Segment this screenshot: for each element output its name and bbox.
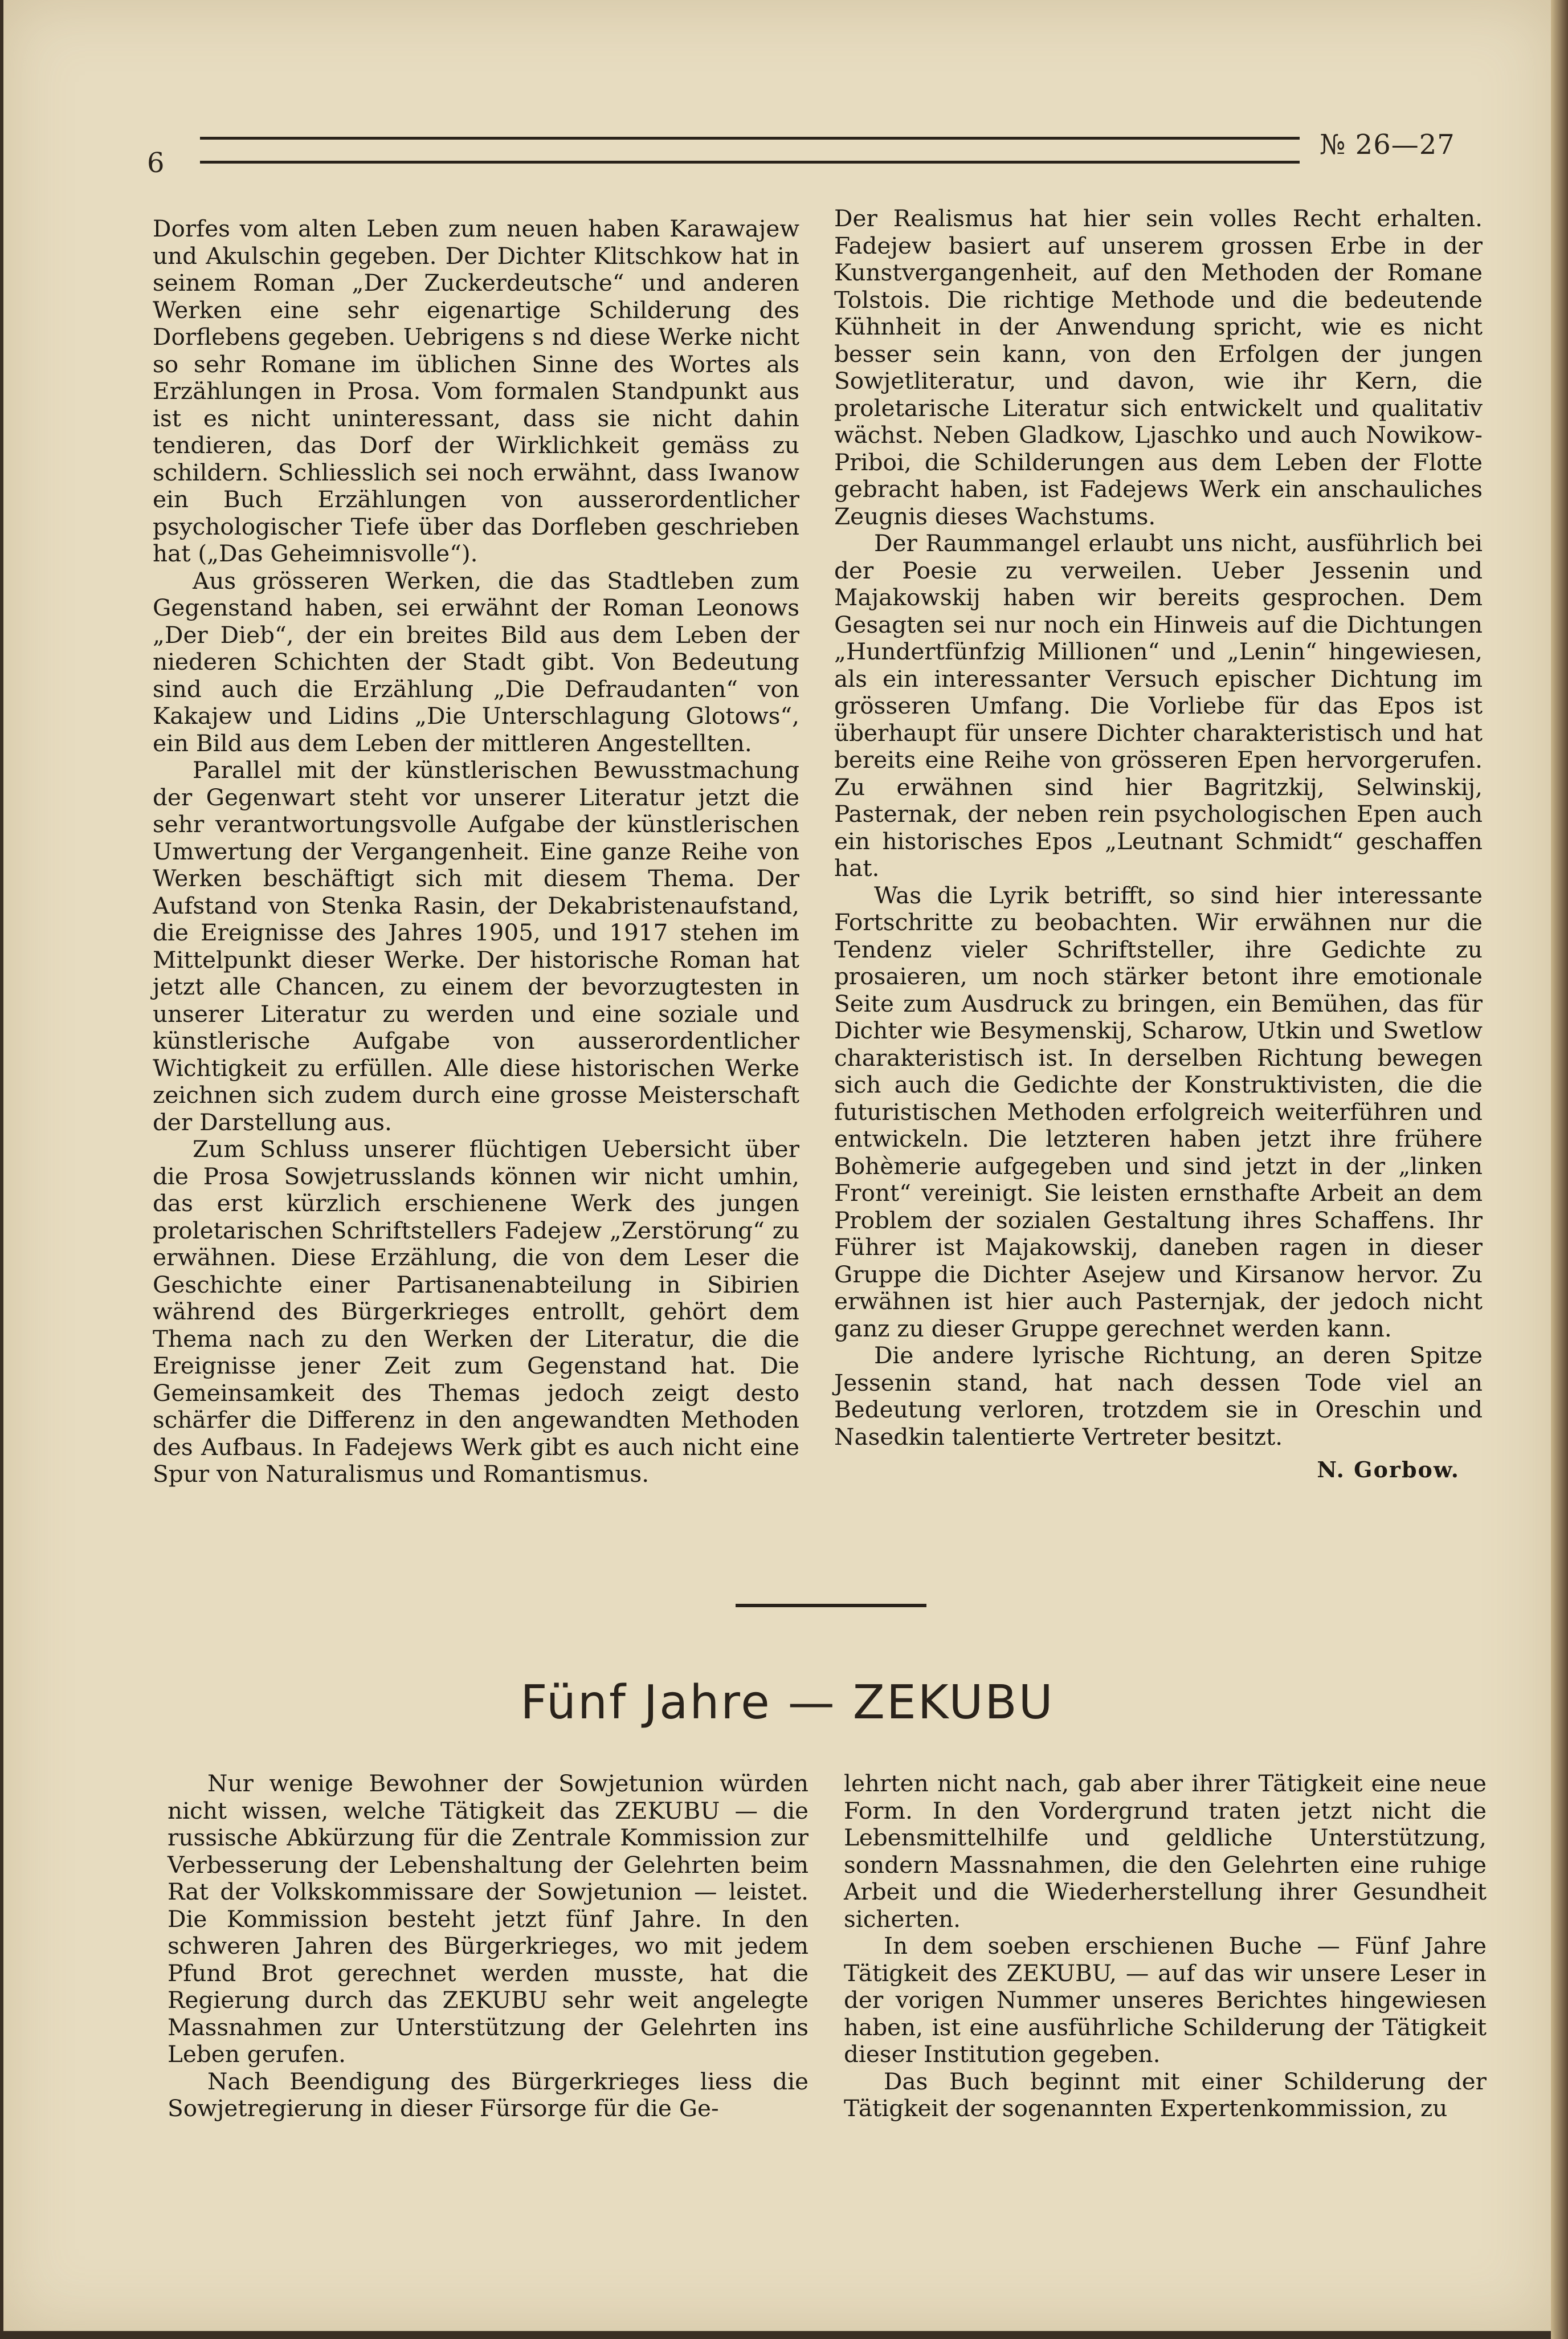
author-signature: N. Gorbow. — [1317, 1457, 1460, 1482]
paragraph: Die andere lyrische Richtung, an deren Spitze Jessenin stand, hat nach dessen Tode viel an Bedeutung verloren, trotzdem sie in Oreschin und Nasedkin talentierte Vertreter besitzt. — [834, 1342, 1483, 1450]
paragraph: Nach Beendigung des Bürgerkrieges liess die Sowjetregierung in dieser Fürsorge für die Ge- — [168, 2067, 808, 2122]
paragraph: Der Raummangel erlaubt uns nicht, ausführlich bei der Poesie zu verweilen. Ueber Jessenin und Majakowskij haben wir bereits gesprochen. Dem Gesagten sei nur noch ein Hinweis auf die Dichtungen „Hundertfünfzig Millionen“ und „Lenin“ hingewiesen, als ein interessanter Versuch epischer Dichtung im grösseren Umfang. Die Vorliebe für das Epos ist überhaupt für unsere Dichter charakteristisch und hat bereits eine Reihe von grösseren Epen hervorgerufen. Zu erwähnen sind hier Bagritzkij, Selwinskij, Pasternak, der neben rein psychologischen Epen auch ein historisches Epos „Leutnant Schmidt“ geschaffen hat. — [834, 529, 1483, 882]
newspaper-page — [3, 0, 1553, 2331]
article2-column-left — [168, 1770, 808, 2122]
paragraph: Was die Lyrik betrifft, so sind hier interessante Fortschritte zu beobachten. Wir erwähnen nur die Tendenz vieler Schriftsteller, ihre Gedichte zu prosaieren, um noch stärker betont ihre emotionale Seite zum Ausdruck zu bringen, ein Bemühen, das für Dichter wie Besymenskij, Scharow, Utkin und Swetlow charakteristisch ist. In derselben Richtung bewegen sich auch die Gedichte der Konstruktivisten, die die futuristischen Methoden erfolgreich weiterführen und entwickeln. Die letzteren haben jetzt ihre frühere Bohèmerie aufgegeben und sind jetzt in der „linken Front“ vereinigt. Sie leisten ernsthafte Arbeit an dem Problem der sozialen Gestaltung ihres Schaffens. Ihr Führer ist Majakowskij, daneben ragen in dieser Gruppe die Dichter Asejew und Kirsanow hervor. Zu erwähnen ist hier auch Pasternjak, der jedoch nicht ganz zu dieser Gruppe gerechnet werden kann. — [834, 881, 1483, 1342]
page-header — [3, 0, 1553, 182]
paragraph: Zum Schluss unserer flüchtigen Uebersicht über die Prosa Sowjetrusslands können wir nicht umhin, das erst kürzlich erschienene Werk des jungen proletarischen Schriftstellers Fadejew „Zerstörung“ zu erwähnen. Diese Erzählung, die von dem Leser die Geschichte einer Partisanenabteilung in Sibirien während des Bürgerkrieges entrollt, gehört dem Thema nach zu den Werken der Literatur, die die Ereignisse jener Zeit zum Gegenstand hat. Die Gemeinsamkeit des Themas jedoch zeigt desto schärfer die Differenz in den angewandten Methoden des Aufbaus. In Fadejews Werk gibt es auch nicht eine Spur von Naturalismus und Romantismus. — [153, 1135, 799, 1488]
paragraph: Parallel mit der künstlerischen Bewusstmachung der Gegenwart steht vor unserer Literatur jetzt die sehr verantwortungsvolle Aufgabe der künstlerischen Umwertung der Vergangenheit. Eine ganze Reihe von Werken beschäftigt sich mit diesem Thema. Der Aufstand von Stenka Rasin, der Dekabristenaufstand, die Ereignisse des Jahres 1905, und 1917 stehen im Mittelpunkt dieser Werke. Der historische Roman hat jetzt alle Chancen, zu einem der bevorzugtesten in unserer Literatur zu werden und eine soziale und künstlerische Aufgabe von ausserordentlicher Wichtigkeit zu erfüllen. Alle diese historischen Werke zeichnen sich zudem durch eine grosse Meisterschaft der Darstellung aus. — [153, 756, 799, 1136]
article-title: Fünf Jahre — ZEKUBU — [520, 1676, 1055, 1730]
paragraph: Dorfes vom alten Leben zum neuen haben Karawajew und Akulschin gegeben. Der Dichter Klitschkow hat in seinem Roman „Der Zuckerdeutsche“ und anderen Werken eine sehr eigenartige Schilderung des Dorflebens gegeben. Uebrigens s nd diese Werke nicht so sehr Romane im üblichen Sinne des Wortes als Erzählungen in Prosa. Vom formalen Standpunkt aus ist es nicht uninteressant, dass sie nicht dahin tendieren, das Dorf der Wirklichkeit gemäss zu schildern. Schliesslich sei noch erwähnt, dass Iwanow ein Buch Erzählungen von ausserordentlicher psychologischer Tiefe über das Dorfleben geschrieben hat („Das Geheimnisvolle“). — [153, 215, 799, 567]
paragraph: Der Realismus hat hier sein volles Recht erhalten. Fadejew basiert auf unserem grossen Erbe in der Kunstvergangenheit, auf den Methoden der Romane Tolstois. Die richtige Methode und die bedeutende Kühnheit in der Anwendung spricht, wie es nicht besser sein kann, von den Erfolgen der jungen Sowjetliteratur, und davon, wie ihr Kern, die proletarische Literatur sich entwickelt und qualitativ wächst. Neben Gladkow, Ljaschko und auch Nowikow-Priboi, die Schilderungen aus dem Leben der Flotte gebracht haben, ist Fadejews Werk ein anschauliches Zeugnis dieses Wachstums. — [834, 205, 1483, 530]
page-number: 6 — [147, 147, 165, 179]
paragraph: Nur wenige Bewohner der Sowjetunion würden nicht wissen, welche Tätigkeit das ZEKUBU — die russische Abkürzung für die Zentrale Kommission zur Verbesserung der Lebenshaltung der Gelehrten beim Rat der Volkskommissare der Sowjetunion — leistet. Die Kommission besteht jetzt fünf Jahre. In den schweren Jahren des Bürgerkrieges, wo mit jedem Pfund Brot gerechnet werden musste, hat die Regierung durch das ZEKUBU sehr weit angelegte Massnahmen zur Unterstützung der Gelehrten ins Leben gerufen. — [168, 1770, 808, 2068]
issue-number: № 26—27 — [1320, 129, 1455, 161]
page-edge — [1551, 0, 1568, 2339]
article2-column-right — [844, 1770, 1487, 2122]
header-rule-top — [200, 137, 1300, 140]
article-separator — [736, 1604, 926, 1607]
paragraph: lehrten nicht nach, gab aber ihrer Tätigkeit eine neue Form. In den Vordergrund traten jetzt nicht die Lebensmittelhilfe und geldliche Unterstützung, sondern Massnahmen, die den Gelehrten eine ruhige Arbeit und die Wiederherstellung ihrer Gesundheit sicherten. — [844, 1770, 1487, 1933]
paragraph: Aus grösseren Werken, die das Stadtleben zum Gegenstand haben, sei erwähnt der Roman Leonows „Der Dieb“, der ein breites Bild aus dem Leben der niederen Schichten der Stadt gibt. Von Bedeutung sind auch die Erzählung „Die Defraudanten“ von Kakajew und Lidins „Die Unterschlagung Glotows“, ein Bild aus dem Leben der mittleren Angestellten. — [153, 567, 799, 757]
paragraph: Das Buch beginnt mit einer Schilderung der Tätigkeit der sogenannten Expertenkommission, zu — [844, 2067, 1487, 2122]
article1-column-left — [153, 215, 799, 1488]
paragraph: In dem soeben erschienen Buche — Fünf Jahre Tätigkeit des ZEKUBU, — auf das wir unsere Leser in der vorigen Nummer unseres Berichtes hingewiesen haben, ist eine ausführliche Schilderung der Tätigkeit dieser Institution gegeben. — [844, 1932, 1487, 2068]
header-rule-bottom — [200, 161, 1300, 164]
article1-column-right — [834, 205, 1483, 1484]
